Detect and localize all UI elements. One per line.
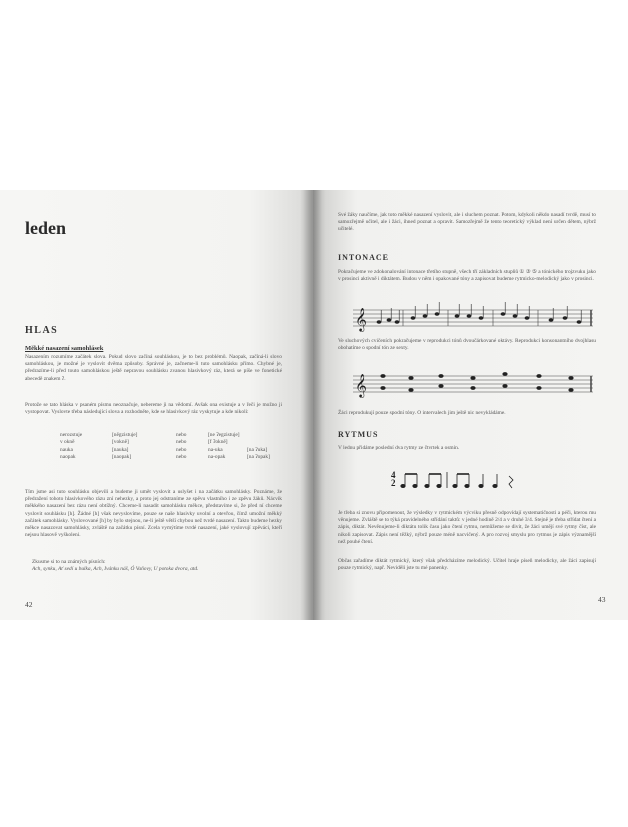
table-cell: nauka xyxy=(60,446,73,453)
paragraph-1: Nasazením rozumíme začátek slova. Pokud slovo začíná souhláskou, je to bez problémů. Naopak, začíná-li slovo samohláskou, je možné je vyslovit dvěma způsoby. Správné je, začneme-li tuto samohlásku přímo. Chybné je, předrazíme-li před touto samohláskou ještě nepravou souhlásku zvanou hlasivkový ráz, která se píše ve fonetické abecedě znakem ʔ. xyxy=(25,354,282,382)
paragraph-4 xyxy=(32,559,282,573)
page-number-right: 43 xyxy=(598,595,606,604)
table-row xyxy=(60,454,280,461)
right-page xyxy=(313,190,628,620)
book-gutter xyxy=(300,190,322,620)
table-cell: [vokně] xyxy=(112,439,129,446)
right-paragraph-6: Je třeba si znovu připomenout, že výsledky v rytmickém výcviku přesně odpovídají systematičnosti a péči, kterou mu věnujeme. Zvláště se to týká pravidelného střídání taktů: v jedné hodině 2/4 a v druhé 3/4. Stejně je třeba střídat čtení a zápis, diktát. Nevěnujeme-li diktátu tolik času jako čtení rytmu, nemůžeme se divit, že žáci umějí své rytmy číst, ale nikoli zapisovat. Zápis není těžký, nýbrž pouze méně nacvičený. A pro rozvoj smyslu pro rytmus je zápis významější než pouhé čtení. xyxy=(338,510,596,545)
rhythm-line xyxy=(391,468,531,492)
right-paragraph-7: Občas zařadíme diktát rytmický, který však předcházíme melodický. Učitel hraje píseň melodicky, ale žáci zapisují pouze rytmický, např. Neviděli jste tu mé panenky. xyxy=(338,558,596,572)
table-cell: naopak xyxy=(60,454,76,461)
table-cell: [ne ʔegzistuje] xyxy=(208,432,240,438)
paragraph-3: Tím jsme asi tuto souhlásku objevili a budeme ji umět vyslovit a uslyšet i na začátku samohlásky. Poznáme, že předražení tohoto hlasivkového rázu zní nehezky, a proto jej odstraníme ze spěvu vlastního i ze zpěvu žáků. Nácvik měkkého nasazení bez rázu není obtížný. Chceme-li nasadit samohlásku měkce, představíme si, že před ní chceme vyslovit souhlásku [h]. Žádné [h] však nevyslovíme, pouze se naše hlasivky uvolní a otevřou, čímž umožní měkký začátek samohlásky. Vyslovované [h] by bylo stejnou, ne-li ještě větší chybou než tvrdé nasazení. Takto budeme hezky měkce nasazovat samohlásky, zvláště na začátku písní. Zcela vymýtíme tvrdé nasazení, jaké vyslovují zpěváci, kteří nejsou hlasově vyškoleni. xyxy=(25,489,282,539)
table-cell: v okně xyxy=(60,439,75,446)
paragraph-2: Protože se tato hláska v psaném písmu neoznačuje, nebereme ji na vědomí. Avšak ona existuje a v řeči je možno ji vystopovat. Vyslovte třeba následující slova a rozhodněte, kde se hlasivkový ráz vyskytuje a kde nikoli: xyxy=(25,402,282,416)
svg-text:4: 4 xyxy=(391,470,396,480)
music-staff-1 xyxy=(353,302,593,334)
right-paragraph-5: V lednu přidáme poslední dva rytmy ze čtvrtek a osmin. xyxy=(338,445,460,451)
treble-clef-icon: 𝄞 xyxy=(355,375,367,397)
table-cell: nebo xyxy=(176,446,187,453)
table-cell: nebo xyxy=(176,439,187,446)
table-cell: [na ʔuka] xyxy=(247,446,268,453)
table-cell: na-uka xyxy=(208,446,223,453)
table-cell: [něgzistuje] xyxy=(112,432,138,438)
section-title-intonace: INTONACE xyxy=(338,253,389,262)
table-row xyxy=(60,439,280,446)
right-paragraph-2: Pokračujeme ve zdokonalování intonace třetího stupně, všech tří základních stupňů ① ③ ⑤ a tónického trojzvuku jako v prosinci aktivně i diktátem. Budou v něm i opakované tóny a zapisovat budeme rytmicko-melodický jako v prosinci. xyxy=(338,269,596,283)
treble-clef-icon: 𝄞 xyxy=(355,309,367,331)
right-paragraph-1: Své žáky naučíme, jak toto měkké nasazení vyslovit, ale i sluchem poznat. Potom, kdykoli někdo nasadí tvrdě, musí to samozřejmě učitel, ale i žáci, ihned poznat a opravit. Samozřejmě že tento teoretický výklad není určen dětem, nýbrž učitelé. xyxy=(338,212,596,233)
right-paragraph-3: Ve sluchových cvičeních pokračujeme v reprodukci tónů dvoučárkované oktávy. Reprodukci konsonantního dvojhlasu obohatíme o spodní tón ze sexty. xyxy=(338,338,596,352)
table-cell: [nauka] xyxy=(112,446,129,453)
section-title-rytmus: RYTMUS xyxy=(338,430,379,439)
music-staff-2 xyxy=(353,366,593,402)
right-paragraph-4: Žáci reprodukují pouze spodní tóny. O intervalech jim ještě nic nevykládáme. xyxy=(338,410,506,416)
page-number-left: 42 xyxy=(25,600,33,609)
pronunciation-table xyxy=(60,432,280,462)
songs-intro: Zkusme si to na známých písních: xyxy=(32,559,106,565)
table-cell: nebo xyxy=(176,432,187,438)
songs-list: Ach, synku, Ať sedí u bulka, Ach, Ivánku náš, Ó Vaňovy, U potoka dvora, atd. xyxy=(32,566,199,573)
subheading: Měkké nasazení samohlásek xyxy=(25,345,104,352)
left-page xyxy=(0,190,313,620)
table-cell: [na ʔopak] xyxy=(247,454,270,461)
section-title-hlas: HLAS xyxy=(25,325,59,336)
table-cell: [f ʔokně] xyxy=(208,439,228,446)
table-row xyxy=(60,432,280,439)
table-cell: [naopak] xyxy=(112,454,132,461)
month-title: leden xyxy=(25,218,67,238)
table-cell: nerozstuje xyxy=(60,432,83,438)
book-spread xyxy=(0,190,628,620)
table-cell: nebo xyxy=(176,454,187,461)
time-signature-icon: 2 xyxy=(391,478,396,488)
table-cell: na-opak xyxy=(208,454,226,461)
